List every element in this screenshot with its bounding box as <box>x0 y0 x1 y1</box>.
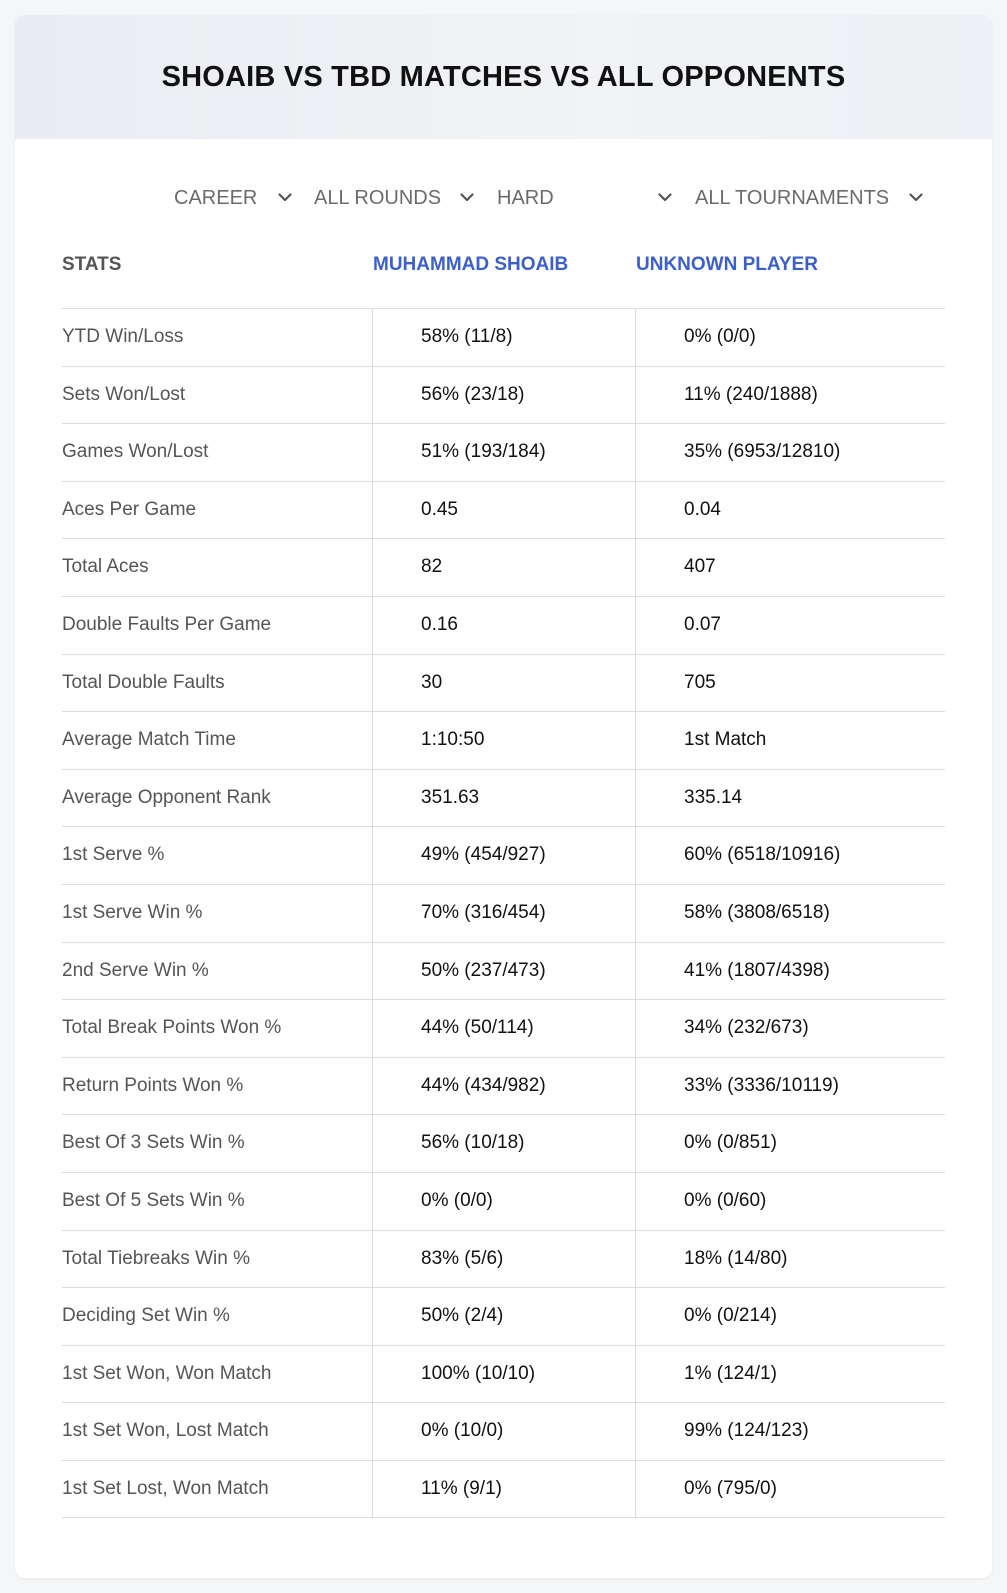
player1-stat-value: 0.45 <box>421 498 458 520</box>
column-divider <box>372 1058 373 1115</box>
column-divider <box>372 1403 373 1460</box>
table-row <box>62 1173 945 1231</box>
surface-select-value: HARD <box>497 187 554 209</box>
table-row <box>62 367 945 425</box>
filter-bar <box>15 139 992 234</box>
player2-stat-value: 33% (3336/10119) <box>684 1074 839 1096</box>
table-row <box>62 1288 945 1346</box>
column-divider <box>372 1231 373 1288</box>
player2-stat-value: 58% (3808/6518) <box>684 901 830 923</box>
table-header <box>62 234 945 309</box>
table-row <box>62 539 945 597</box>
column-divider <box>635 1346 636 1403</box>
player1-stat-value: 82 <box>421 556 443 578</box>
column-divider <box>372 1115 373 1172</box>
player2-stat-value: 34% (232/673) <box>684 1017 809 1039</box>
column-divider <box>372 482 373 539</box>
player2-stat-value: 0.07 <box>684 613 721 635</box>
tournaments-select[interactable] <box>695 187 889 210</box>
player2-stat-value: 335.14 <box>684 786 743 808</box>
table-row <box>62 309 945 367</box>
column-divider <box>635 712 636 769</box>
column-divider <box>372 770 373 827</box>
stats-card <box>15 15 992 1578</box>
column-divider <box>372 1000 373 1057</box>
column-divider <box>372 1461 373 1518</box>
player2-stat-value: 0% (0/0) <box>684 326 756 347</box>
player2-stat-value: 0% (0/60) <box>684 1189 767 1211</box>
player2-stat-value: 41% (1807/4398) <box>684 959 830 981</box>
player1-stat-value: 0% (0/0) <box>421 1189 493 1211</box>
player1-stat-value: 49% (454/927) <box>421 844 546 866</box>
column-divider <box>635 1288 636 1345</box>
chevron-down-icon <box>655 187 675 207</box>
stat-label: Average Opponent Rank <box>62 786 271 808</box>
rounds-select-value: ALL ROUNDS <box>314 187 442 209</box>
table-row <box>62 943 945 1001</box>
card-header <box>15 15 992 139</box>
stat-label: Total Double Faults <box>62 671 225 693</box>
column-divider <box>635 770 636 827</box>
table-row <box>62 1231 945 1289</box>
table-row <box>62 482 945 540</box>
column-divider <box>635 1173 636 1230</box>
column-divider <box>372 1288 373 1345</box>
stat-label: Return Points Won % <box>62 1074 244 1096</box>
table-row <box>62 712 945 770</box>
column-divider <box>635 655 636 712</box>
player2-stat-value: 35% (6953/12810) <box>684 441 841 463</box>
period-select[interactable] <box>174 187 257 210</box>
tournaments-select-value: ALL TOURNAMENTS <box>695 187 890 209</box>
column-divider <box>635 1231 636 1288</box>
stat-label: Total Break Points Won % <box>62 1017 282 1039</box>
player2-stat-value: 1% (124/1) <box>684 1362 777 1384</box>
player1-stat-value: 51% (193/184) <box>421 441 546 463</box>
player1-stat-value: 44% (434/982) <box>421 1074 546 1096</box>
column-divider <box>635 827 636 884</box>
column-divider <box>635 1000 636 1057</box>
player1-stat-value: 351.63 <box>421 786 480 808</box>
column-divider <box>372 1346 373 1403</box>
table-row <box>62 1115 945 1173</box>
chevron-down-icon <box>275 187 295 207</box>
table-row <box>62 1058 945 1116</box>
player2-stat-value: 18% (14/80) <box>684 1247 788 1269</box>
table-row <box>62 770 945 828</box>
player2-stat-value: 11% (240/1888) <box>684 383 818 405</box>
stat-label: 1st Set Won, Won Match <box>62 1362 272 1384</box>
player2-stat-value: 0% (0/214) <box>684 1305 777 1327</box>
column-divider <box>635 1403 636 1460</box>
player2-stat-value: 60% (6518/10916) <box>684 844 841 866</box>
column-header-player1[interactable]: MUHAMMAD SHOAIB <box>373 254 569 275</box>
stat-label: Total Tiebreaks Win % <box>62 1247 250 1269</box>
stat-label: Sets Won/Lost <box>62 383 186 405</box>
column-divider <box>635 424 636 481</box>
table-row <box>62 1461 945 1519</box>
rounds-select[interactable] <box>314 187 441 210</box>
stat-label: Total Aces <box>62 556 149 578</box>
stat-label: Best Of 3 Sets Win % <box>62 1132 245 1154</box>
player1-stat-value: 83% (5/6) <box>421 1247 504 1269</box>
table-row <box>62 1346 945 1404</box>
stat-label: YTD Win/Loss <box>62 326 184 347</box>
stat-label: 1st Set Won, Lost Match <box>62 1420 269 1442</box>
column-divider <box>372 539 373 596</box>
column-divider <box>372 655 373 712</box>
player2-stat-value: 99% (124/123) <box>684 1420 809 1442</box>
column-divider <box>372 597 373 654</box>
player1-stat-value: 1:10:50 <box>421 729 485 751</box>
column-divider <box>372 367 373 424</box>
player1-stat-value: 44% (50/114) <box>421 1017 534 1039</box>
player2-stat-value: 0% (795/0) <box>684 1477 777 1499</box>
player2-stat-value: 705 <box>684 671 716 693</box>
stat-label: Aces Per Game <box>62 498 197 520</box>
table-row <box>62 1000 945 1058</box>
player1-stat-value: 11% (9/1) <box>421 1477 502 1499</box>
surface-select[interactable] <box>497 187 554 210</box>
table-row <box>62 424 945 482</box>
column-divider <box>372 943 373 1000</box>
table-row <box>62 885 945 943</box>
player2-stat-value: 0% (0/851) <box>684 1132 777 1154</box>
column-divider <box>635 1115 636 1172</box>
column-divider <box>372 827 373 884</box>
stat-label: Average Match Time <box>62 729 236 751</box>
stats-table-body <box>62 309 945 1518</box>
player2-stat-value: 0.04 <box>684 498 721 520</box>
column-header-stats: STATS <box>62 254 122 275</box>
column-divider <box>372 1173 373 1230</box>
player1-stat-value: 56% (10/18) <box>421 1132 525 1154</box>
column-divider <box>635 597 636 654</box>
column-divider <box>635 885 636 942</box>
player1-stat-value: 56% (23/18) <box>421 383 525 405</box>
column-divider <box>635 1058 636 1115</box>
stat-label: Double Faults Per Game <box>62 613 272 635</box>
player1-stat-value: 58% (11/8) <box>421 326 513 347</box>
player1-stat-value: 100% (10/10) <box>421 1362 536 1384</box>
column-divider <box>635 1461 636 1518</box>
column-divider <box>372 424 373 481</box>
chevron-down-icon <box>906 187 926 207</box>
table-row <box>62 655 945 713</box>
column-divider <box>372 885 373 942</box>
chevron-down-icon <box>457 187 477 207</box>
stat-label: 2nd Serve Win % <box>62 959 209 981</box>
column-header-player2[interactable]: UNKNOWN PLAYER <box>636 254 818 275</box>
table-row <box>62 827 945 885</box>
player2-stat-value: 1st Match <box>684 729 767 751</box>
column-divider <box>635 539 636 596</box>
column-divider <box>635 482 636 539</box>
stat-label: 1st Set Lost, Won Match <box>62 1477 269 1499</box>
column-divider <box>372 712 373 769</box>
player1-stat-value: 50% (237/473) <box>421 959 546 981</box>
column-divider <box>372 309 373 366</box>
column-divider <box>635 943 636 1000</box>
page-title: SHOAIB VS TBD MATCHES VS ALL OPPONENTS <box>161 60 846 93</box>
column-divider <box>635 309 636 366</box>
stat-label: 1st Serve % <box>62 844 165 866</box>
player1-stat-value: 30 <box>421 671 443 693</box>
player1-stat-value: 70% (316/454) <box>421 901 546 923</box>
player2-stat-value: 407 <box>684 556 716 578</box>
stat-label: Deciding Set Win % <box>62 1305 230 1327</box>
player1-stat-value: 0% (10/0) <box>421 1420 504 1442</box>
player1-stat-value: 0.16 <box>421 613 458 635</box>
period-select-value: CAREER <box>174 187 258 209</box>
table-row <box>62 597 945 655</box>
stat-label: 1st Serve Win % <box>62 901 203 923</box>
table-row <box>62 1403 945 1461</box>
stat-label: Best Of 5 Sets Win % <box>62 1189 245 1211</box>
player1-stat-value: 50% (2/4) <box>421 1305 504 1327</box>
column-divider <box>635 367 636 424</box>
stat-label: Games Won/Lost <box>62 441 209 463</box>
